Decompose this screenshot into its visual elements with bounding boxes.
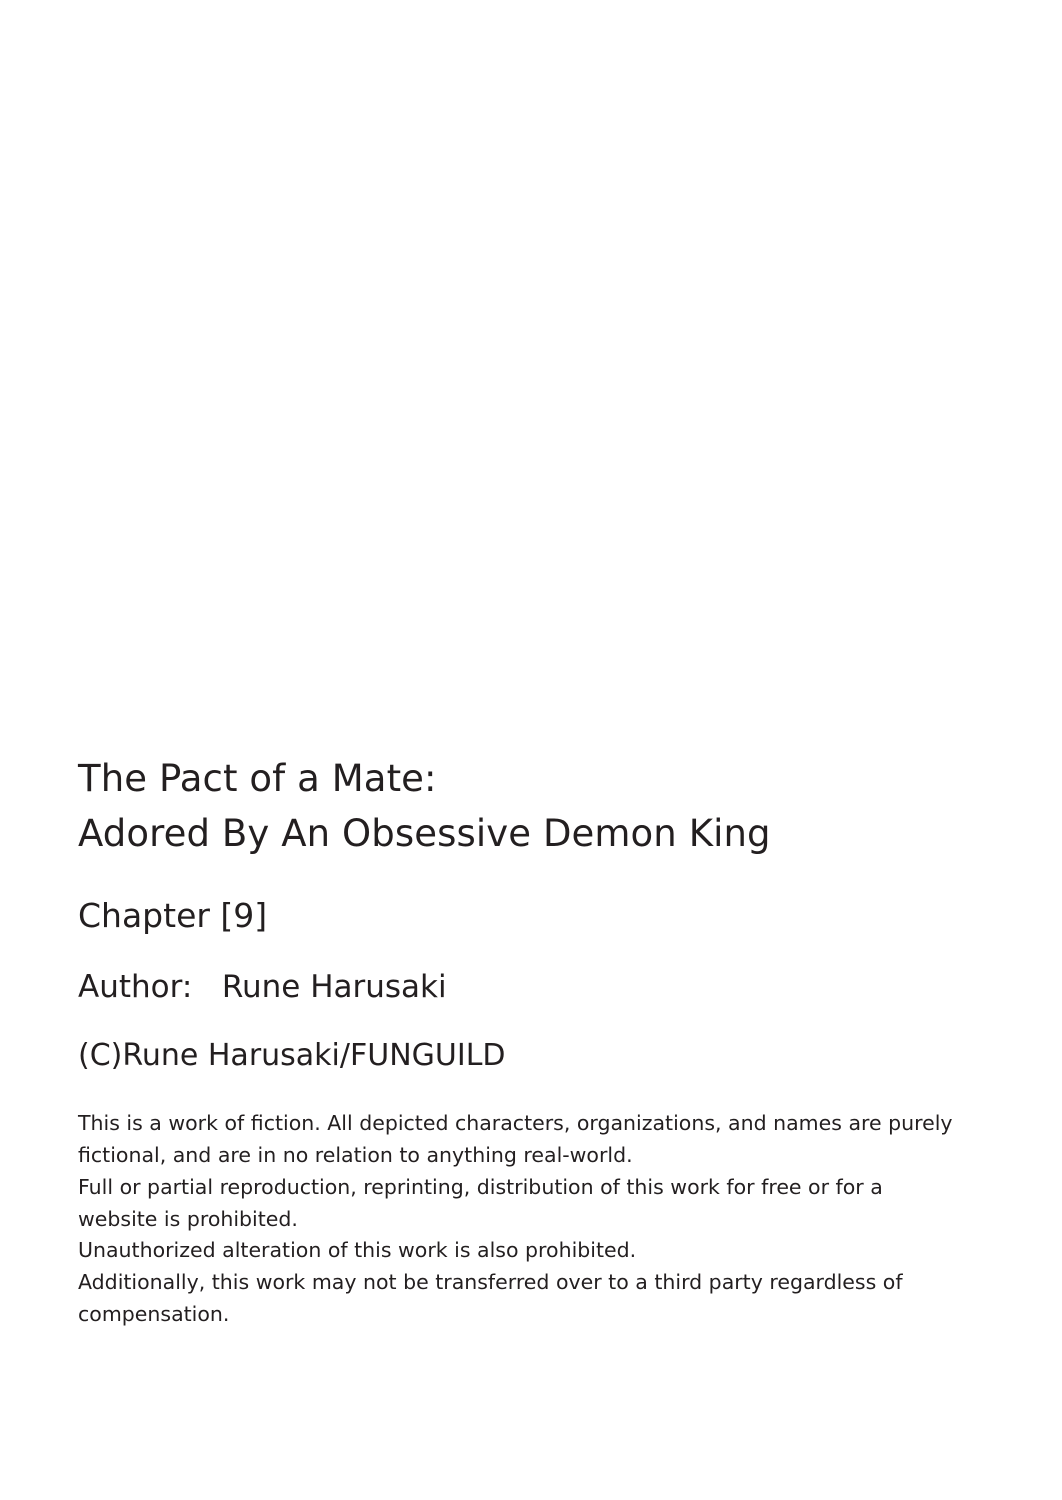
disclaimer-paragraph-1: This is a work of fiction. All depicted characters, organizations, and names are purely fictional, and are in no relation to anything real-world.	[78, 1111, 953, 1168]
disclaimer-block	[78, 1108, 953, 1330]
disclaimer-paragraph-3: Unauthorized alteration of this work is also prohibited.	[78, 1238, 637, 1263]
author-label: Author: Rune Harusaki	[78, 969, 447, 1006]
title-line-1: The Pact of a Mate:	[78, 757, 437, 800]
disclaimer-paragraph-2: Full or partial reproduction, reprinting, distribution of this work for free or for a website is prohibited.	[78, 1174, 883, 1231]
disclaimer-paragraph-4: Additionally, this work may not be transferred over to a third party regardless of compensation.	[78, 1270, 903, 1326]
copyright-notice: (C)Rune Harusaki/FUNGUILD	[78, 1038, 506, 1074]
chapter-label: Chapter [9]	[78, 895, 268, 935]
page-title	[78, 752, 978, 862]
colophon-block	[78, 752, 978, 1331]
title-line-2: Adored By An Obsessive Demon King	[78, 811, 771, 855]
